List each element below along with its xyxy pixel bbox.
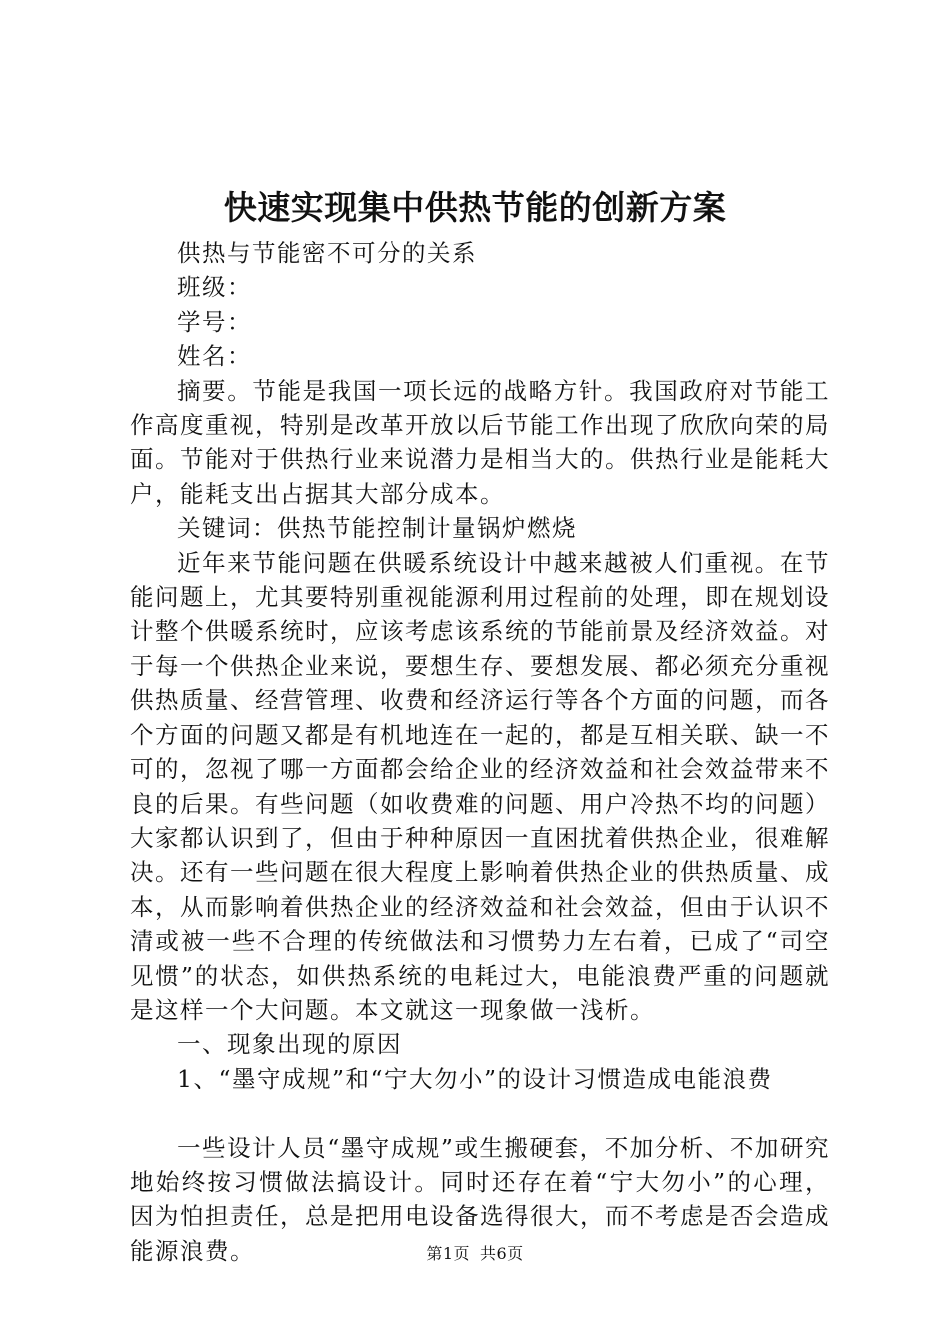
- document-title: 快速实现集中供热节能的创新方案: [223, 188, 727, 227]
- page-total: 共6页: [480, 1244, 524, 1263]
- abstract-paragraph: 摘要。节能是我国一项长远的战略方针。我国政府对节能工作高度重视，特别是改革开放以后节能工作出现了欣欣向荣的局面。节能对于供热行业来说潜力是相当大的。供热行业是能耗大户，能耗支出占据其大部分成本。: [130, 376, 830, 508]
- name-field-label: 姓名：: [177, 342, 252, 371]
- page-number: 第1页: [426, 1244, 470, 1263]
- subtitle-paragraph: 供热与节能密不可分的关系: [177, 239, 477, 267]
- document-body: [130, 236, 830, 1268]
- keywords-paragraph: 关键词：供热节能控制计量锅炉燃烧: [177, 514, 577, 543]
- page-footer: [0, 1243, 950, 1265]
- body-paragraph: 一些设计人员“墨守成规”或生搬硬套，不加分析、不加研究地始终按习惯做法搞设计。同时还存在着“宁大勿小”的心理，因为怕担责任，总是把用电设备选得很大，而不考虑是否会造成能源浪费。: [130, 1133, 830, 1265]
- subsection-heading: 1、“墨守成规”和“宁大勿小”的设计习惯造成电能浪费: [177, 1064, 773, 1093]
- class-field-label: 班级：: [177, 273, 252, 302]
- intro-paragraph: 近年来节能问题在供暖系统设计中越来越被人们重视。在节能问题上，尤其要特别重视能源利用过程前的处理，即在规划设计整个供暖系统时，应该考虑该系统的节能前景及经济效益。对于每一个供热企业来说，要想生存、要想发展、都必须充分重视供热质量、经营管理、收费和经济运行等各个方面的问题，而各个方面的问题又都是有机地连在一起的，都是互相关联、缺一不可的，忽视了哪一方面都会给企业的经济效益和社会效益带来不良的后果。有些问题（如收费难的问题、用户冷热不均的问题）大家都认识到了，但由于种种原因一直困扰着供热企业，很难解决。还有一些问题在很大程度上影响着供热企业的供热质量、成本，从而影响着供热企业的经济效益和社会效益，但由于认识不清或被一些不合理的传统做法和习惯势力左右着，已成了“司空见惯”的状态，如供热系统的电耗过大，电能浪费严重的问题就是这样一个大问题。本文就这一现象做一浅析。: [130, 548, 830, 1024]
- section-heading: 一、现象出现的原因: [177, 1030, 402, 1059]
- student-id-field-label: 学号：: [177, 307, 252, 336]
